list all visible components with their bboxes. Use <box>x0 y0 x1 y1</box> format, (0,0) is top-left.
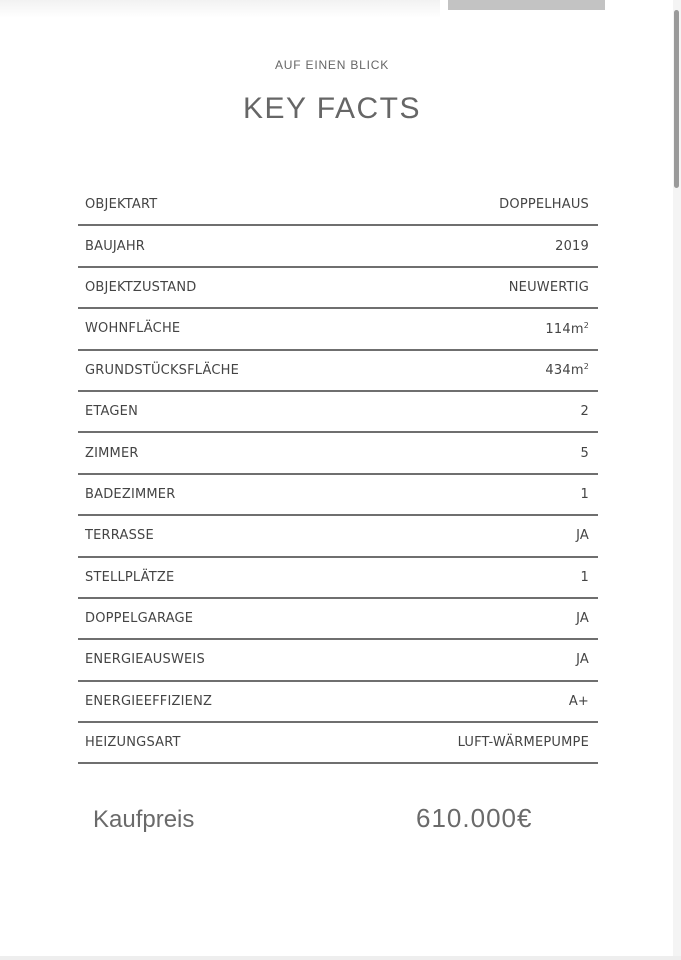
fact-row-zimmer <box>78 433 598 474</box>
fact-value: NEUWERTIG <box>508 279 589 295</box>
fact-row-wohnflaeche <box>78 309 598 350</box>
fact-value: 1 <box>580 486 589 502</box>
fact-label: BADEZIMMER <box>85 486 176 502</box>
fact-label: OBJEKTZUSTAND <box>85 279 197 295</box>
fact-label: ETAGEN <box>85 404 139 420</box>
fact-value: 1 <box>580 569 589 585</box>
fact-value-number: 434m <box>545 363 584 379</box>
fact-row-grundstuecksflaeche <box>78 351 598 392</box>
fact-row-objektart <box>78 185 598 226</box>
scrollbar-thumb[interactable] <box>674 10 679 188</box>
fact-value: 2019 <box>555 238 589 254</box>
fact-label: BAUJAHR <box>85 238 146 254</box>
fact-row-doppelgarage <box>78 599 598 640</box>
fact-label: WOHNFLÄCHE <box>85 321 181 337</box>
fact-value: JA <box>576 528 589 544</box>
page-title: KEY FACTS <box>242 92 421 125</box>
fact-row-heizungsart <box>78 723 598 764</box>
price-value: 610.000€ <box>416 803 533 833</box>
unit-superscript: 2 <box>583 320 589 330</box>
fact-row-energieeffizienz <box>78 682 598 723</box>
section-eyebrow: AUF EINEN BLICK <box>274 58 390 72</box>
fact-label: ENERGIEAUSWEIS <box>85 652 205 668</box>
fact-label: HEIZUNGSART <box>85 735 181 751</box>
fact-value: DOPPELHAUS <box>499 197 589 213</box>
fact-label: ZIMMER <box>85 445 139 461</box>
fact-label: STELLPLÄTZE <box>85 569 175 585</box>
fact-value: LUFT-WÄRMEPUMPE <box>457 735 589 751</box>
fact-row-objektzustand <box>78 268 598 309</box>
fact-value: 2 <box>580 404 589 420</box>
fact-value: A+ <box>568 693 589 709</box>
fact-value: JA <box>576 652 589 668</box>
key-facts-table <box>78 185 598 764</box>
unit-superscript: 2 <box>583 362 589 372</box>
fact-value: 5 <box>580 445 589 461</box>
fact-value <box>545 321 589 337</box>
scrollbar-track[interactable] <box>673 0 681 960</box>
top-tab-bar <box>448 0 605 10</box>
fact-label: ENERGIEEFFIZIENZ <box>85 693 213 709</box>
price-label: Kaufpreis <box>93 806 195 833</box>
fact-label: GRUNDSTÜCKSFLÄCHE <box>85 362 240 378</box>
fact-value-number: 114m <box>545 321 584 337</box>
fact-value <box>545 362 589 378</box>
fact-row-baujahr <box>78 226 598 267</box>
fact-row-etagen <box>78 392 598 433</box>
fact-row-stellplaetze <box>78 558 598 599</box>
bottom-edge <box>0 956 681 960</box>
fact-row-energieausweis <box>78 640 598 681</box>
fact-label: OBJEKTART <box>85 197 158 213</box>
top-shade <box>0 0 440 18</box>
fact-label: DOPPELGARAGE <box>85 611 194 627</box>
fact-label: TERRASSE <box>85 528 154 544</box>
fact-row-terrasse <box>78 516 598 557</box>
fact-row-badezimmer <box>78 475 598 516</box>
fact-value: JA <box>576 611 589 627</box>
